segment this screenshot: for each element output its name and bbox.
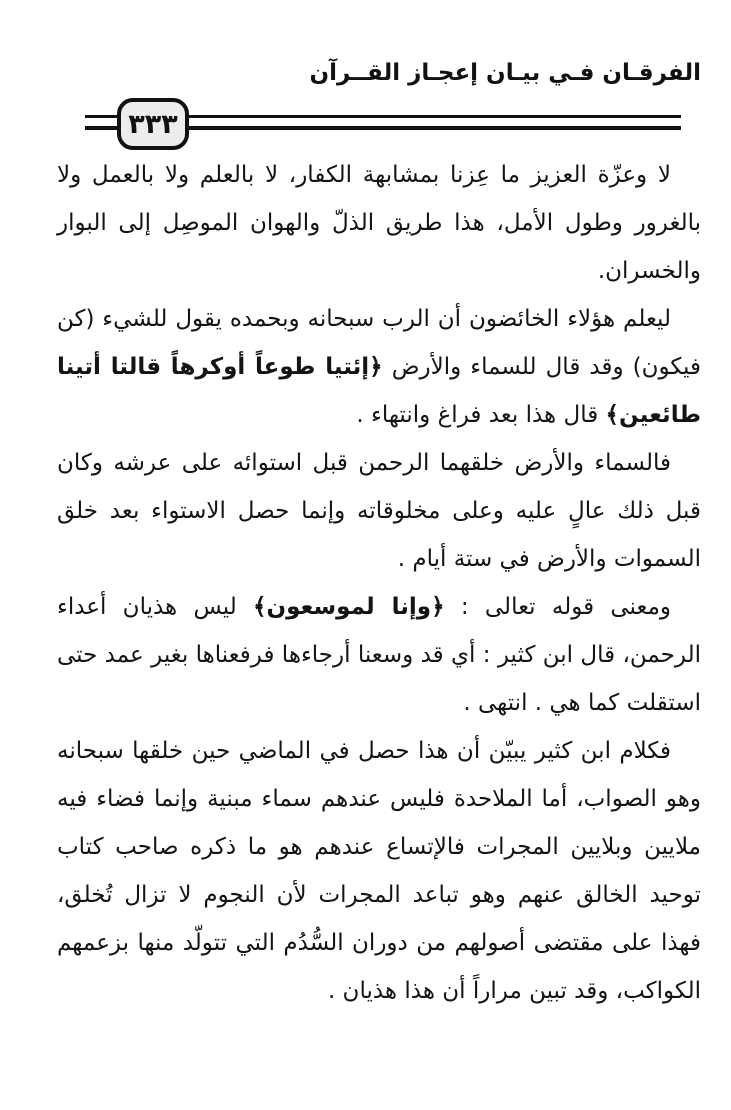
paragraph [57, 295, 701, 439]
paragraph [57, 583, 701, 727]
quran-verse: ﴿وإنا لموسعون﴾ [253, 594, 445, 620]
page-title: الفرقـان فـي بيـان إعجـاز القــرآن [309, 60, 701, 86]
paragraph-text: لا وعزّة العزيز ما عِزنا بمشابهة الكفار، لا بالعلم ولا بالعمل ولا بالغرور وطول الأمل، هذا طريق الذلّ والهوان الموصِل إلى البوار والخسران. [57, 162, 701, 284]
paragraph-text: فكلام ابن كثير يبيّن أن هذا حصل في الماضي حين خلقها سبحانه وهو الصواب، أما الملاحدة فليس عندهم سماء مبنية وإنما فضاء فيه ملايين وبلايين المجرات فالإتساع عندهم هو ما ذكره صاحب كتاب توحيد الخالق عنهم وهو تباعد المجرات لأن النجوم لا تزال تُخلق، فهذا على مقتضى أصولهم من دوران السُّدُم التي تتولّد منها بزعمهم الكواكب، وقد تبين مراراً أن هذا هذيان . [57, 738, 701, 1004]
paragraph-text: ليس هذيان أعداء الرحمن، قال ابن كثير : أي قد وسعنا أرجاءها فرفعناها بغير عمد حتى استقلت كما هي . انتهى . [57, 594, 701, 716]
paragraph [57, 727, 701, 1015]
quran-verse: ﴿إئتيا طوعاً أوكرهاً قالتا أتينا طائعين﴾ [57, 354, 701, 428]
paragraph-text: ليعلم هؤلاء الخائضون أن الرب سبحانه وبحمده يقول للشيء (كن فيكون) وقد قال للسماء والأرض [57, 306, 701, 380]
paragraph-text: فالسماء والأرض خلقهما الرحمن قبل استوائه على عرشه وكان قبل ذلك عالٍ عليه وعلى مخلوقاته وإنما حصل الاستواء بعد خلق السموات والأرض في ستة أيام . [57, 450, 701, 572]
page-number: ٣٣٣ [128, 108, 178, 140]
paragraph-text: قال هذا بعد فراغ وانتهاء . [356, 402, 606, 428]
page-number-badge [117, 98, 189, 150]
paragraph [57, 439, 701, 583]
page-body [57, 151, 701, 1015]
paragraph [57, 151, 701, 295]
paragraph-text: ومعنى قوله تعالى : [444, 594, 671, 620]
